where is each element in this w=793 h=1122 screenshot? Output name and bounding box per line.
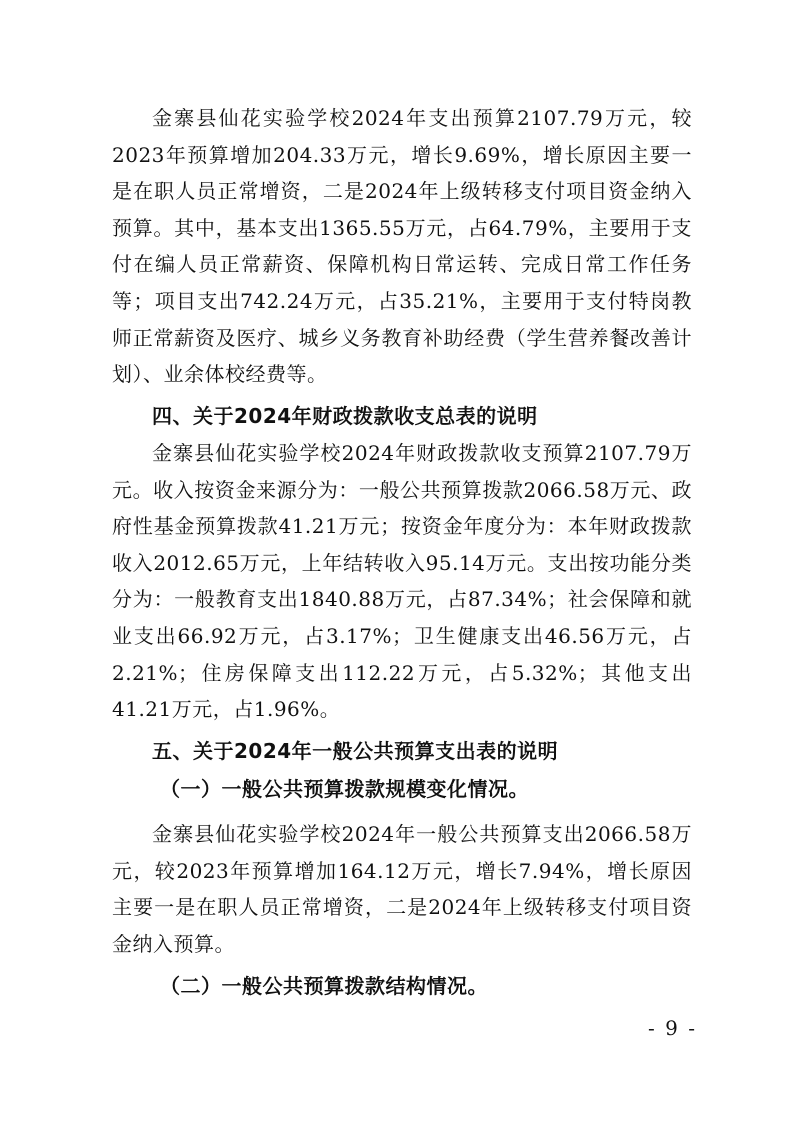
subsection-heading-5-1: （一）一般公共预算拨款规模变化情况。 (160, 777, 529, 801)
subsection-heading-5-2: （二）一般公共预算拨款结构情况。 (160, 974, 488, 998)
section-heading-5: 五、关于2024年一般公共预算支出表的说明 (152, 739, 559, 763)
page-number: - 9 - (648, 1016, 697, 1040)
paragraph-expenditure-budget: 金寨县仙花实验学校2024年支出预算2107.79万元，较2023年预算增加204.33万元，增长9.69%，增长原因主要一是在职人员正常增资，二是2024年上级转移支付项目资金纳入预算。其中，基本支出1365.55万元，占64.79%，主要用于支付在编人员正常薪资、保障机构日常运转、完成日常工作任务等；项目支出742.24万元，占35.21%，主要用于支付特岗教师正常薪资及医疗、城乡义务教育补助经费（学生营养餐改善计划）、业余体校经费等。 (112, 106, 692, 387)
paragraph-fiscal-appropriation: 金寨县仙花实验学校2024年财政拨款收支预算2107.79万元。收入按资金来源分为：一般公共预算拨款2066.58万元、政府性基金预算拨款41.21万元；按资金年度分为：本年财政拨款收入2012.65万元，上年结转收入95.14万元。支出按功能分类分为：一般教育支出1840.88万元，占87.34%；社会保障和就业支出66.92万元，占3.17%；卫生健康支出46.56万元，占2.21%；住房保障支出112.22万元，占5.32%；其他支出41.21万元，占1.96%。 (112, 441, 692, 722)
paragraph-general-budget-change: 金寨县仙花实验学校2024年一般公共预算支出2066.58万元，较2023年预算增加164.12万元，增长7.94%，增长原因主要一是在职人员正常增资，二是2024年上级转移支付项目资金纳入预算。 (112, 822, 692, 956)
section-heading-4: 四、关于2024年财政拨款收支总表的说明 (152, 404, 538, 428)
